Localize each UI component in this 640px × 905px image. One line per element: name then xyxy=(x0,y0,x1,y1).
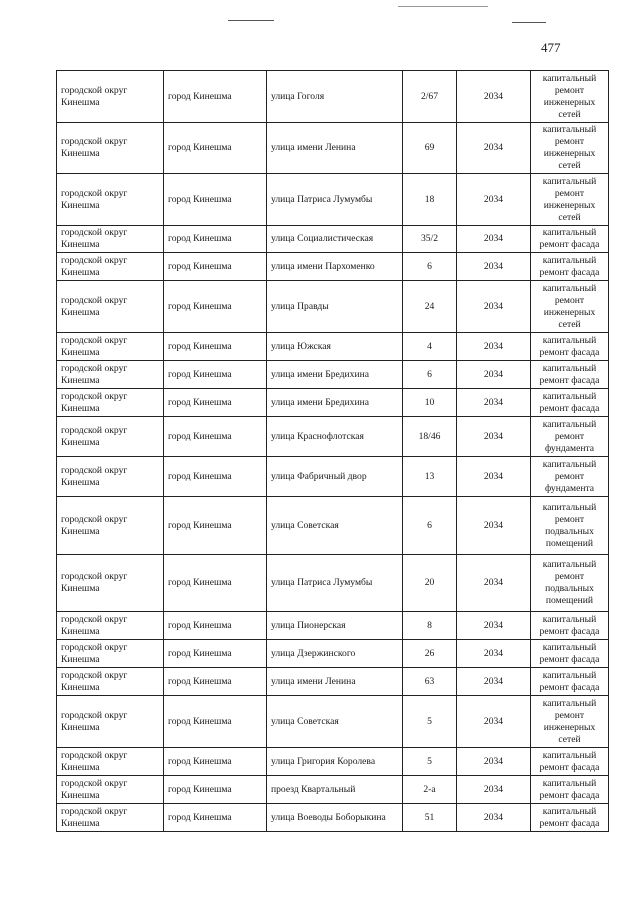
table-row xyxy=(57,174,609,226)
scan-mark xyxy=(512,22,546,23)
city-cell: город Кинешма xyxy=(164,333,267,361)
city-cell: город Кинешма xyxy=(164,640,267,668)
street-cell: улица Краснофлотская xyxy=(267,417,403,457)
year-cell: 2034 xyxy=(457,612,531,640)
city-cell: город Кинешма xyxy=(164,361,267,389)
street-cell: улица имени Бредихина xyxy=(267,361,403,389)
table-row xyxy=(57,696,609,748)
table-row xyxy=(57,776,609,804)
street-cell: улица Советская xyxy=(267,696,403,748)
work-type-cell: капитальный ремонт фасада xyxy=(531,226,609,253)
city-cell: город Кинешма xyxy=(164,71,267,123)
house-cell: 2-а xyxy=(403,776,457,804)
house-cell: 4 xyxy=(403,333,457,361)
street-cell: улица Григория Королева xyxy=(267,748,403,776)
year-cell: 2034 xyxy=(457,226,531,253)
street-cell: улица Фабричный двор xyxy=(267,457,403,497)
city-cell: город Кинешма xyxy=(164,668,267,696)
work-type-cell: капитальный ремонт инженерных сетей xyxy=(531,123,609,174)
street-cell: улица Дзержинского xyxy=(267,640,403,668)
year-cell: 2034 xyxy=(457,555,531,612)
table-row xyxy=(57,497,609,555)
district-cell: городской округ Кинешма xyxy=(57,361,164,389)
city-cell: город Кинешма xyxy=(164,226,267,253)
house-cell: 6 xyxy=(403,497,457,555)
street-cell: улица имени Пархоменко xyxy=(267,253,403,281)
table-row xyxy=(57,748,609,776)
street-cell: улица имени Ленина xyxy=(267,123,403,174)
house-cell: 69 xyxy=(403,123,457,174)
city-cell: город Кинешма xyxy=(164,253,267,281)
work-type-cell: капитальный ремонт инженерных сетей xyxy=(531,174,609,226)
house-cell: 35/2 xyxy=(403,226,457,253)
city-cell: город Кинешма xyxy=(164,497,267,555)
district-cell: городской округ Кинешма xyxy=(57,457,164,497)
table-row xyxy=(57,389,609,417)
city-cell: город Кинешма xyxy=(164,281,267,333)
year-cell: 2034 xyxy=(457,281,531,333)
work-type-cell: капитальный ремонт фасада xyxy=(531,804,609,832)
work-type-cell: капитальный ремонт фасада xyxy=(531,333,609,361)
street-cell: улица имени Бредихина xyxy=(267,389,403,417)
work-type-cell: капитальный ремонт фасада xyxy=(531,389,609,417)
house-cell: 13 xyxy=(403,457,457,497)
district-cell: городской округ Кинешма xyxy=(57,497,164,555)
district-cell: городской округ Кинешма xyxy=(57,253,164,281)
table-row xyxy=(57,555,609,612)
year-cell: 2034 xyxy=(457,776,531,804)
street-cell: улица Гоголя xyxy=(267,71,403,123)
table-row xyxy=(57,333,609,361)
year-cell: 2034 xyxy=(457,804,531,832)
street-cell: улица Советская xyxy=(267,497,403,555)
work-type-cell: капитальный ремонт фундамента xyxy=(531,457,609,497)
house-cell: 10 xyxy=(403,389,457,417)
work-type-cell: капитальный ремонт фасада xyxy=(531,776,609,804)
work-type-cell: капитальный ремонт фасада xyxy=(531,253,609,281)
house-cell: 8 xyxy=(403,612,457,640)
house-cell: 24 xyxy=(403,281,457,333)
house-cell: 2/67 xyxy=(403,71,457,123)
scan-mark xyxy=(228,20,274,21)
house-cell: 20 xyxy=(403,555,457,612)
district-cell: городской округ Кинешма xyxy=(57,555,164,612)
year-cell: 2034 xyxy=(457,253,531,281)
city-cell: город Кинешма xyxy=(164,776,267,804)
repair-schedule-table xyxy=(56,70,609,832)
table-row xyxy=(57,253,609,281)
street-cell: улица Южская xyxy=(267,333,403,361)
street-cell: улица Пионерская xyxy=(267,612,403,640)
work-type-cell: капитальный ремонт инженерных сетей xyxy=(531,281,609,333)
year-cell: 2034 xyxy=(457,417,531,457)
district-cell: городской округ Кинешма xyxy=(57,612,164,640)
district-cell: городской округ Кинешма xyxy=(57,123,164,174)
city-cell: город Кинешма xyxy=(164,612,267,640)
house-cell: 5 xyxy=(403,748,457,776)
street-cell: проезд Квартальный xyxy=(267,776,403,804)
year-cell: 2034 xyxy=(457,696,531,748)
table-row xyxy=(57,123,609,174)
house-cell: 26 xyxy=(403,640,457,668)
city-cell: город Кинешма xyxy=(164,804,267,832)
house-cell: 18 xyxy=(403,174,457,226)
table-row xyxy=(57,668,609,696)
year-cell: 2034 xyxy=(457,123,531,174)
district-cell: городской округ Кинешма xyxy=(57,281,164,333)
district-cell: городской округ Кинешма xyxy=(57,668,164,696)
street-cell: улица Воеводы Боборыкина xyxy=(267,804,403,832)
year-cell: 2034 xyxy=(457,640,531,668)
year-cell: 2034 xyxy=(457,333,531,361)
year-cell: 2034 xyxy=(457,668,531,696)
year-cell: 2034 xyxy=(457,457,531,497)
street-cell: улица Социалистическая xyxy=(267,226,403,253)
house-cell: 63 xyxy=(403,668,457,696)
scan-mark xyxy=(398,6,488,7)
city-cell: город Кинешма xyxy=(164,696,267,748)
district-cell: городской округ Кинешма xyxy=(57,226,164,253)
district-cell: городской округ Кинешма xyxy=(57,417,164,457)
house-cell: 18/46 xyxy=(403,417,457,457)
table-row xyxy=(57,226,609,253)
city-cell: город Кинешма xyxy=(164,123,267,174)
table-row xyxy=(57,71,609,123)
work-type-cell: капитальный ремонт фундамента xyxy=(531,417,609,457)
district-cell: городской округ Кинешма xyxy=(57,748,164,776)
work-type-cell: капитальный ремонт подвальных помещений xyxy=(531,555,609,612)
year-cell: 2034 xyxy=(457,497,531,555)
year-cell: 2034 xyxy=(457,389,531,417)
district-cell: городской округ Кинешма xyxy=(57,71,164,123)
district-cell: городской округ Кинешма xyxy=(57,333,164,361)
work-type-cell: капитальный ремонт фасада xyxy=(531,361,609,389)
table-row xyxy=(57,417,609,457)
district-cell: городской округ Кинешма xyxy=(57,696,164,748)
year-cell: 2034 xyxy=(457,748,531,776)
district-cell: городской округ Кинешма xyxy=(57,174,164,226)
work-type-cell: капитальный ремонт фасада xyxy=(531,612,609,640)
table-row xyxy=(57,361,609,389)
year-cell: 2034 xyxy=(457,174,531,226)
house-cell: 5 xyxy=(403,696,457,748)
city-cell: город Кинешма xyxy=(164,457,267,497)
work-type-cell: капитальный ремонт инженерных сетей xyxy=(531,71,609,123)
table-row xyxy=(57,804,609,832)
page-number: 477 xyxy=(541,40,561,55)
table-row xyxy=(57,281,609,333)
work-type-cell: капитальный ремонт инженерных сетей xyxy=(531,696,609,748)
year-cell: 2034 xyxy=(457,71,531,123)
street-cell: улица Патриса Лумумбы xyxy=(267,555,403,612)
table-row xyxy=(57,612,609,640)
work-type-cell: капитальный ремонт фасада xyxy=(531,640,609,668)
year-cell: 2034 xyxy=(457,361,531,389)
table-row xyxy=(57,640,609,668)
city-cell: город Кинешма xyxy=(164,417,267,457)
house-cell: 51 xyxy=(403,804,457,832)
district-cell: городской округ Кинешма xyxy=(57,640,164,668)
city-cell: город Кинешма xyxy=(164,748,267,776)
work-type-cell: капитальный ремонт фасада xyxy=(531,668,609,696)
work-type-cell: капитальный ремонт фасада xyxy=(531,748,609,776)
district-cell: городской округ Кинешма xyxy=(57,804,164,832)
table-row xyxy=(57,457,609,497)
house-cell: 6 xyxy=(403,361,457,389)
street-cell: улица Патриса Лумумбы xyxy=(267,174,403,226)
district-cell: городской округ Кинешма xyxy=(57,389,164,417)
city-cell: город Кинешма xyxy=(164,389,267,417)
work-type-cell: капитальный ремонт подвальных помещений xyxy=(531,497,609,555)
street-cell: улица Правды xyxy=(267,281,403,333)
street-cell: улица имени Ленина xyxy=(267,668,403,696)
district-cell: городской округ Кинешма xyxy=(57,776,164,804)
city-cell: город Кинешма xyxy=(164,555,267,612)
house-cell: 6 xyxy=(403,253,457,281)
city-cell: город Кинешма xyxy=(164,174,267,226)
